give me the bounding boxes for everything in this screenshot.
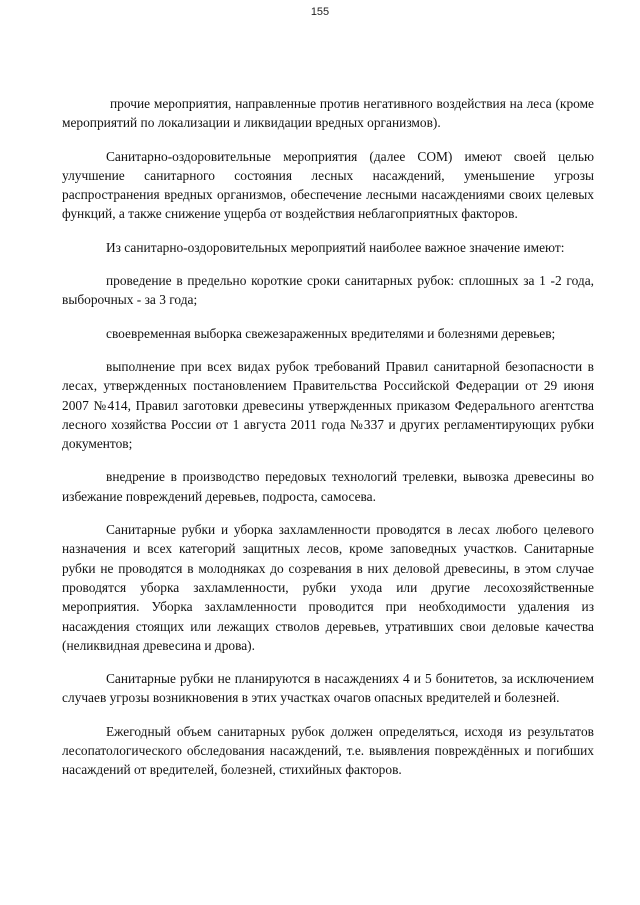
paragraph-som-definition: Санитарно-оздоровительные мероприятия (далее СОМ) имеют своей целью улучшение санитарного состояния лесных насаждений, уменьшение угрозы распространения вредных организмов, обеспечение лесными насаждениями своих целевых функций, а также снижение ущерба от воздействия неблагоприятных факторов. bbox=[62, 148, 594, 222]
paragraph-site-class-exception: Санитарные рубки не планируются в насаждениях 4 и 5 бонитетов, за исключением случаев угрозы возникновения в этих участках очагов опасных вредителей и болезней. bbox=[62, 671, 594, 706]
paragraph-annual-volume: Ежегодный объем санитарных рубок должен определяться, исходя из результатов лесопатологического обследования насаждений, т.е. выявления повреждённых и погибших насаждений от вредителей, болезней, стихийных факторов. bbox=[62, 723, 594, 778]
page-number: 155 bbox=[310, 6, 330, 18]
paragraph-sanitary-felling-scope: Санитарные рубки и уборка захламленности проводятся в лесах любого целевого назначения и всех категорий защитных лесов, кроме заповедных участков. Санитарные рубки не проводятся в молодняках до созревания в них деловой древесины, в этом случае проводятся уборка захламленности, рубки ухода или другие лесохозяйственные мероприятия. Уборка захламленности проводится при необходимости удаления из насаждения стоящих или лежащих стволов деревьев, утративших свои деловые качества (неликвидная древесина и дрова). bbox=[62, 522, 594, 653]
list-item-safety-rules: выполнение при всех видах рубок требований Правил санитарной безопасности в лесах, утвержденных постановлением Правительства Российской Федерации от 29 июня 2007 №414, Правил заготовки древесины утвержденных приказом Федерального агентства лесного хозяйства России от 1 августа 2011 года №337 и других регламентирующих рубки документов; bbox=[62, 358, 594, 452]
list-item-sanitary-felling-terms: проведение в предельно короткие сроки санитарных рубок: сплошных за 1 -2 года, выборочных - за 3 года; bbox=[62, 273, 594, 308]
paragraph-other-measures: прочие мероприятия, направленные против негативного воздействия на леса (кроме мероприятий по локализации и ликвидации вредных организмов). bbox=[62, 96, 594, 131]
page-body bbox=[62, 94, 594, 794]
paragraph-important-measures-intro: Из санитарно-оздоровительных мероприятий наиболее важное значение имеют: bbox=[106, 239, 565, 255]
list-item-timely-selection: своевременная выборка свежезараженных вредителями и болезнями деревьев; bbox=[106, 325, 556, 341]
list-item-advanced-technologies: внедрение в производство передовых технологий трелевки, вывозка древесины во избежание повреждений деревьев, подроста, самосева. bbox=[62, 469, 594, 504]
